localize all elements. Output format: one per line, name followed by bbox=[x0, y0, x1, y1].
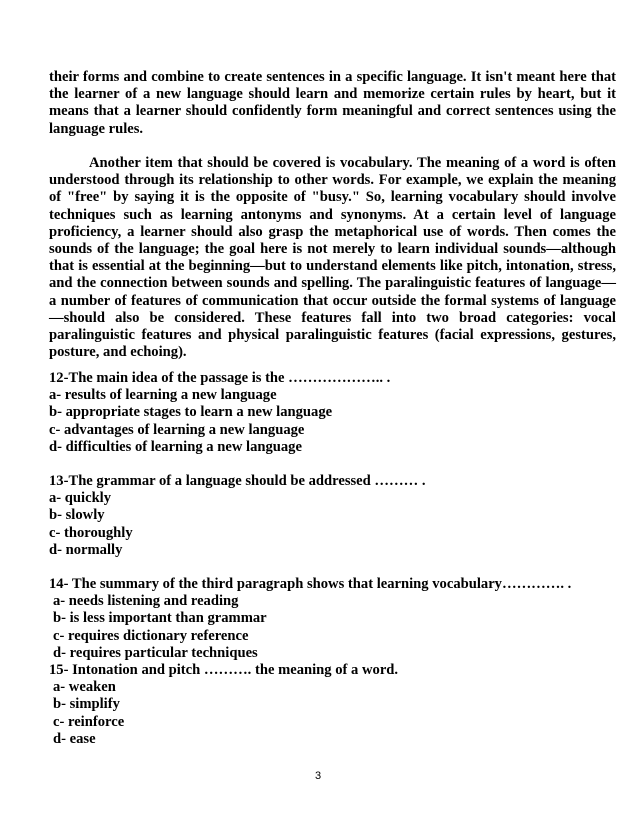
passage-paragraph-continued: their forms and combine to create sentences in a specific language. It isn't meant here that the learner of a new language should learn and memorize certain rules by heart, but it means that a learner should confidently form meaningful and correct sentences using the language rules. bbox=[49, 69, 616, 137]
option-d: d- difficulties of learning a new language bbox=[49, 438, 302, 455]
option-b: b- appropriate stages to learn a new language bbox=[49, 404, 333, 421]
option-d: d- normally bbox=[49, 541, 123, 558]
passage-paragraph-vocabulary: Another item that should be covered is vocabulary. The meaning of a word is often understood through its relationship to other words. For example, we explain the meaning of "free" by saying it is the opposite of "busy." So, learning vocabulary should involve techniques such as learning antonyms and synonyms. At a certain level of language proficiency, a learner should also grasp the metaphorical use of words. Then comes the sounds of the language; the goal here is not merely to learn individual sounds—although that is essential at the beginning—but to understand elements like pitch, intonation, stress, and the connection between sounds and spelling. The paralinguistic features of language—a number of features of communication that occur outside the formal systems of language—should also be considered. These features fall into two broad categories: vocal paralinguistic features and physical paralinguistic features (facial expressions, gestures, posture, and echoing). bbox=[49, 155, 616, 361]
question-stem: 13-The grammar of a language should be addressed ……… . bbox=[49, 473, 426, 489]
option-b: b- slowly bbox=[49, 507, 105, 524]
question-12 bbox=[49, 370, 619, 456]
option-a: a- weaken bbox=[53, 679, 116, 696]
option-d: d- requires particular techniques bbox=[53, 644, 258, 661]
option-c: c- requires dictionary reference bbox=[53, 627, 249, 644]
option-b: b- is less important than grammar bbox=[53, 610, 267, 627]
option-a: a- quickly bbox=[49, 490, 112, 507]
question-14 bbox=[49, 576, 619, 662]
question-stem: 14- The summary of the third paragraph shows that learning vocabulary…………. . bbox=[49, 576, 572, 592]
option-c: c- thoroughly bbox=[49, 524, 133, 541]
option-c: c- advantages of learning a new language bbox=[49, 421, 305, 438]
question-stem: 12-The main idea of the passage is the ……………….. . bbox=[49, 370, 391, 386]
question-13 bbox=[49, 473, 619, 559]
option-c: c- reinforce bbox=[53, 713, 125, 730]
option-b: b- simplify bbox=[53, 696, 120, 713]
option-a: a- results of learning a new language bbox=[49, 387, 277, 404]
page-number: 3 bbox=[314, 770, 322, 782]
option-d: d- ease bbox=[53, 730, 96, 747]
question-15 bbox=[49, 662, 619, 748]
option-a: a- needs listening and reading bbox=[53, 593, 239, 610]
question-stem: 15- Intonation and pitch ………. the meaning of a word. bbox=[49, 662, 399, 678]
